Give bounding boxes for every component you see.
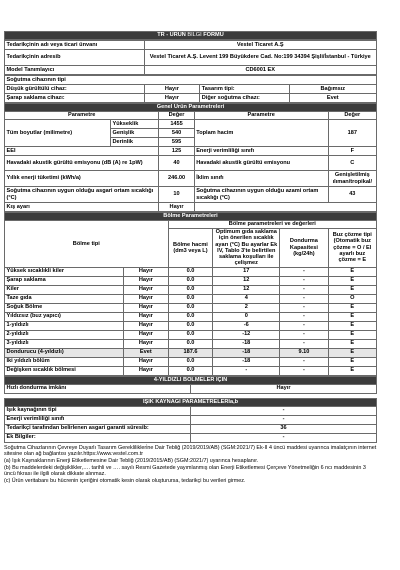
compartment-row	[5, 321, 377, 330]
compartment-name: Değişken sıcaklık bölmesi	[5, 366, 124, 375]
light-class-value: -	[191, 415, 377, 424]
total-volume-value: 187	[328, 120, 376, 147]
compartment-present: Hayır	[124, 285, 169, 294]
additional-info-label: Ek Bilgiler:	[5, 433, 191, 442]
model-label: Model Tanımlayıcı	[5, 66, 145, 75]
compartment-volume: 0.0	[168, 330, 213, 339]
light-type-label: Işık kaynağının tipi	[5, 406, 191, 415]
light-source-table	[4, 398, 377, 443]
compartment-volume: 0.0	[168, 303, 213, 312]
form-title: TR - ÜRÜN BİLGİ FORMU	[5, 32, 377, 40]
compartment-defrost-type: E	[328, 330, 376, 339]
wine-storage-label: Şarap saklama cihazı:	[5, 94, 145, 103]
low-noise-label: Düşük gürültülü cihaz:	[5, 85, 145, 94]
design-type-label: Tasarım tipi:	[200, 85, 289, 94]
compartment-freeze-capacity: -	[280, 339, 328, 348]
compartment-present: Hayır	[124, 366, 169, 375]
compartment-defrost-type: E	[328, 276, 376, 285]
compartment-volume: 0.0	[168, 285, 213, 294]
compartment-col-freeze: Dondurma Kapasitesi (kg/24h)	[280, 229, 328, 268]
general-col-value-2: Değer	[328, 112, 376, 120]
compartment-volume: 0.0	[168, 366, 213, 375]
compartment-name: İki yıldızlı bölüm	[5, 357, 124, 366]
compartment-temp: -18	[213, 339, 280, 348]
compartment-freeze-capacity: -	[280, 294, 328, 303]
four-star-header: 4-YILDIZLI BÖLMELER İÇİN	[5, 376, 377, 384]
compartment-freeze-capacity: -	[280, 285, 328, 294]
energy-class-label: Enerji verimliliği sınıfı	[194, 147, 328, 156]
compartment-row	[5, 294, 377, 303]
compartment-col-defrost: Buz çözme tipi (Otomatik buz çözme = O / El ayarlı buz çözme = E	[328, 229, 376, 268]
climate-class-value: Genişletilmiş ılıman/tropikal/	[328, 171, 376, 187]
compartment-present: Hayır	[124, 303, 169, 312]
compartment-freeze-capacity: 9.10	[280, 348, 328, 357]
min-temp-label: Soğutma cihazının uygun olduğu asgari ortam sıcaklığı (°C)	[5, 187, 159, 203]
model-value: CD6001 EX	[144, 66, 377, 75]
compartment-freeze-capacity: -	[280, 267, 328, 276]
compartment-present: Hayır	[124, 330, 169, 339]
compartment-col-temp: Optimum gıda saklama için önerilen sıcaklık ayarı (°C) Bu ayarlar Ek IV, Tablo 3'te belirtilen saklama koşulları ile çelişmez	[213, 229, 280, 268]
compartment-temp: -18	[213, 348, 280, 357]
low-noise-value: Hayır	[144, 85, 200, 94]
product-information-sheet	[4, 31, 377, 485]
max-temp-label: Soğutma cihazının uygun olduğu azami ortam sıcaklığı (°C)	[194, 187, 328, 203]
compartment-name: Soğuk Bölme	[5, 303, 124, 312]
compartment-name: 3-yıldızlı	[5, 339, 124, 348]
compartment-col-volume: Bölme hacmi (dm3 veya L)	[168, 229, 213, 268]
compartment-volume: 0.0	[168, 276, 213, 285]
annual-energy-value: 246.00	[159, 171, 194, 187]
depth-value: 595	[159, 138, 194, 147]
compartment-name: Dondurucu (4-yıldızlı)	[5, 348, 124, 357]
other-appliance-label: Diğer soğutma cihazı:	[200, 94, 289, 103]
compartment-row	[5, 357, 377, 366]
compartment-name: Taze gıda	[5, 294, 124, 303]
supplier-name-value: Vestel Ticaret A.Ş	[144, 41, 377, 50]
warranty-value: 36	[191, 424, 377, 433]
compartment-parameters-header: Bölme Parametreleri	[5, 213, 377, 221]
compartment-present: Hayır	[124, 357, 169, 366]
four-star-table	[4, 376, 377, 398]
footnote-a: (a) Işık Kaynaklarının Enerji Etiketlemesine Dair Tebliğ (2019/2015/AB) (SGM:2021/7) uyarınca hesaplanır.	[4, 457, 259, 464]
compartment-row	[5, 276, 377, 285]
eei-value: 125	[159, 147, 194, 156]
other-appliance-value: Evet	[289, 94, 376, 103]
compartment-temp: 12	[213, 276, 280, 285]
compartment-temp: -18	[213, 357, 280, 366]
warranty-label: Tedarikçi tarafından belirlenen asgari garanti süresib:	[5, 424, 191, 433]
compartment-volume: 0.0	[168, 357, 213, 366]
compartment-row	[5, 285, 377, 294]
compartment-volume: 0.0	[168, 267, 213, 276]
energy-class-value: F	[328, 147, 376, 156]
total-volume-label: Toplam hacim	[194, 120, 328, 147]
title-table	[4, 31, 377, 40]
footnotes	[4, 443, 377, 485]
supplier-table	[4, 40, 377, 75]
general-parameters-table	[4, 103, 377, 212]
depth-label: Derinlik	[111, 138, 159, 147]
compartment-present: Hayır	[124, 339, 169, 348]
compartment-temp: 2	[213, 303, 280, 312]
supplier-address-value: Vestel Ticaret A.Ş. Levent 199 Büyükdere Cad. No:199 34394 Şişli/İstanbul - Türkiye	[144, 50, 377, 66]
compartment-volume: 0.0	[168, 294, 213, 303]
compartment-row	[5, 339, 377, 348]
height-value: 1455	[159, 120, 194, 129]
compartment-defrost-type: E	[328, 285, 376, 294]
appliance-type-section-label: Soğutma cihazının tipi	[5, 76, 377, 85]
compartment-row	[5, 366, 377, 375]
compartment-temp: 0	[213, 312, 280, 321]
compartment-row	[5, 312, 377, 321]
compartment-temp: -	[213, 366, 280, 375]
compartment-name: Yüksek sıcaklıkli kiler	[5, 267, 124, 276]
compartment-name: Yıldızsız (buz yapıcı)	[5, 312, 124, 321]
compartment-row	[5, 348, 377, 357]
compartment-volume: 187.6	[168, 348, 213, 357]
design-type-value: Bağımsız	[289, 85, 376, 94]
compartment-freeze-capacity: -	[280, 366, 328, 375]
climate-class-label: İklim sınıfı	[194, 171, 328, 187]
additional-info-value: -	[191, 433, 377, 442]
compartment-defrost-type: E	[328, 321, 376, 330]
width-value: 540	[159, 129, 194, 138]
compartment-present: Hayır	[124, 267, 169, 276]
compartment-subheader: Bölme parametreleri ve değerleri	[168, 221, 376, 229]
compartment-temp: -12	[213, 330, 280, 339]
compartment-name: 1-yıldızlı	[5, 321, 124, 330]
compartment-defrost-type: E	[328, 303, 376, 312]
compartment-col-type: Bölme tipi	[5, 221, 169, 268]
compartment-freeze-capacity: -	[280, 321, 328, 330]
light-class-label: Enerji verimliliği sınıfı	[5, 415, 191, 424]
eei-label: EEI	[5, 147, 159, 156]
compartment-present: Evet	[124, 348, 169, 357]
light-source-header: IŞIK KAYNAĞI PARAMETRELERİa,b	[5, 398, 377, 406]
noise-label: Havadaki akustik gürültü emisyonu (dB (A) re 1pW)	[5, 156, 159, 171]
general-parameters-header: Genel Ürün Parametreleri	[5, 104, 377, 112]
general-col-param: Parametre	[5, 112, 159, 120]
general-col-param-2: Parametre	[194, 112, 328, 120]
wine-storage-value: Hayır	[144, 94, 200, 103]
dimensions-label: Tüm boyutlar (milimetre)	[5, 120, 111, 147]
compartment-name: 2-yıldızlı	[5, 330, 124, 339]
compartment-defrost-type: E	[328, 366, 376, 375]
compartment-name: Şarap saklama	[5, 276, 124, 285]
height-label: Yükseklik	[111, 120, 159, 129]
compartment-defrost-type: E	[328, 348, 376, 357]
fast-freeze-label: Hızlı dondurma imkânı	[5, 384, 191, 393]
compartment-defrost-type: E	[328, 267, 376, 276]
footnote-link: Soğutma Cihazlarının Çevreye Duyarlı Tasarım Gereklilikleri̇ne Dair Tebliğ (2019/2019/AB) (SGM:2021/7) Ek-II 4 üncü maddesi uyarınca imalatçının internet sitesine olan ağ bağlantısı yazılır.https://www.vestel.com.tr	[4, 444, 377, 457]
compartment-temp: 17	[213, 267, 280, 276]
width-label: Genişlik	[111, 129, 159, 138]
noise-value: 40	[159, 156, 194, 171]
compartment-defrost-type: E	[328, 357, 376, 366]
footnote-b: (b) Bu maddelerdeki değişiklikler,…. tarihli ve …. sayılı Resmi Gazetede yayımlanmış olan Enerji Etiketlemesi Çerçeve Yönetmeliğin 6 ncı maddesinin 3 üncü fıkrası ile ilgili olarak dikkate alınmaz.	[4, 464, 366, 478]
annual-energy-label: Yıllık enerji tüketimi (kWh/a)	[5, 171, 159, 187]
compartment-row	[5, 303, 377, 312]
compartment-freeze-capacity: -	[280, 303, 328, 312]
compartment-temp: -6	[213, 321, 280, 330]
compartment-freeze-capacity: -	[280, 330, 328, 339]
compartment-temp: 12	[213, 285, 280, 294]
winter-setting-label: Kış ayarı	[5, 203, 159, 212]
compartment-present: Hayır	[124, 276, 169, 285]
max-temp-value: 43	[328, 187, 376, 203]
footnote-c: (c) Ürün veritabanı bu hücrenin içeriğini otomatik kesin olarak oluşturursa, tedarikçi bu verileri girmez.	[4, 478, 246, 485]
compartment-temp: 4	[213, 294, 280, 303]
compartment-volume: 0.0	[168, 312, 213, 321]
compartment-present: Hayır	[124, 294, 169, 303]
winter-setting-filler	[194, 203, 376, 212]
noise-class-label: Havadaki akustik gürültü emisyonu	[194, 156, 328, 171]
compartment-parameters-table	[4, 212, 377, 376]
compartment-rows	[5, 267, 377, 375]
compartment-freeze-capacity: -	[280, 312, 328, 321]
compartment-volume: 0.0	[168, 339, 213, 348]
compartment-defrost-type: O	[328, 294, 376, 303]
compartment-defrost-type: E	[328, 339, 376, 348]
supplier-address-label: Tedarikçinin adresib	[5, 50, 145, 66]
compartment-volume: 0.0	[168, 321, 213, 330]
supplier-name-label: Tedarikçinin adı veya ticari ünvanı	[5, 41, 145, 50]
appliance-type-table	[4, 75, 377, 103]
noise-class-value: C	[328, 156, 376, 171]
winter-setting-value: Hayır	[159, 203, 194, 212]
compartment-row	[5, 267, 377, 276]
compartment-name: Kiler	[5, 285, 124, 294]
light-type-value: -	[191, 406, 377, 415]
compartment-row	[5, 330, 377, 339]
compartment-present: Hayır	[124, 321, 169, 330]
fast-freeze-value: Hayır	[191, 384, 377, 393]
compartment-freeze-capacity: -	[280, 276, 328, 285]
compartment-present: Hayır	[124, 312, 169, 321]
compartment-freeze-capacity: -	[280, 357, 328, 366]
general-col-value: Değer	[159, 112, 194, 120]
min-temp-value: 10	[159, 187, 194, 203]
compartment-defrost-type: E	[328, 312, 376, 321]
